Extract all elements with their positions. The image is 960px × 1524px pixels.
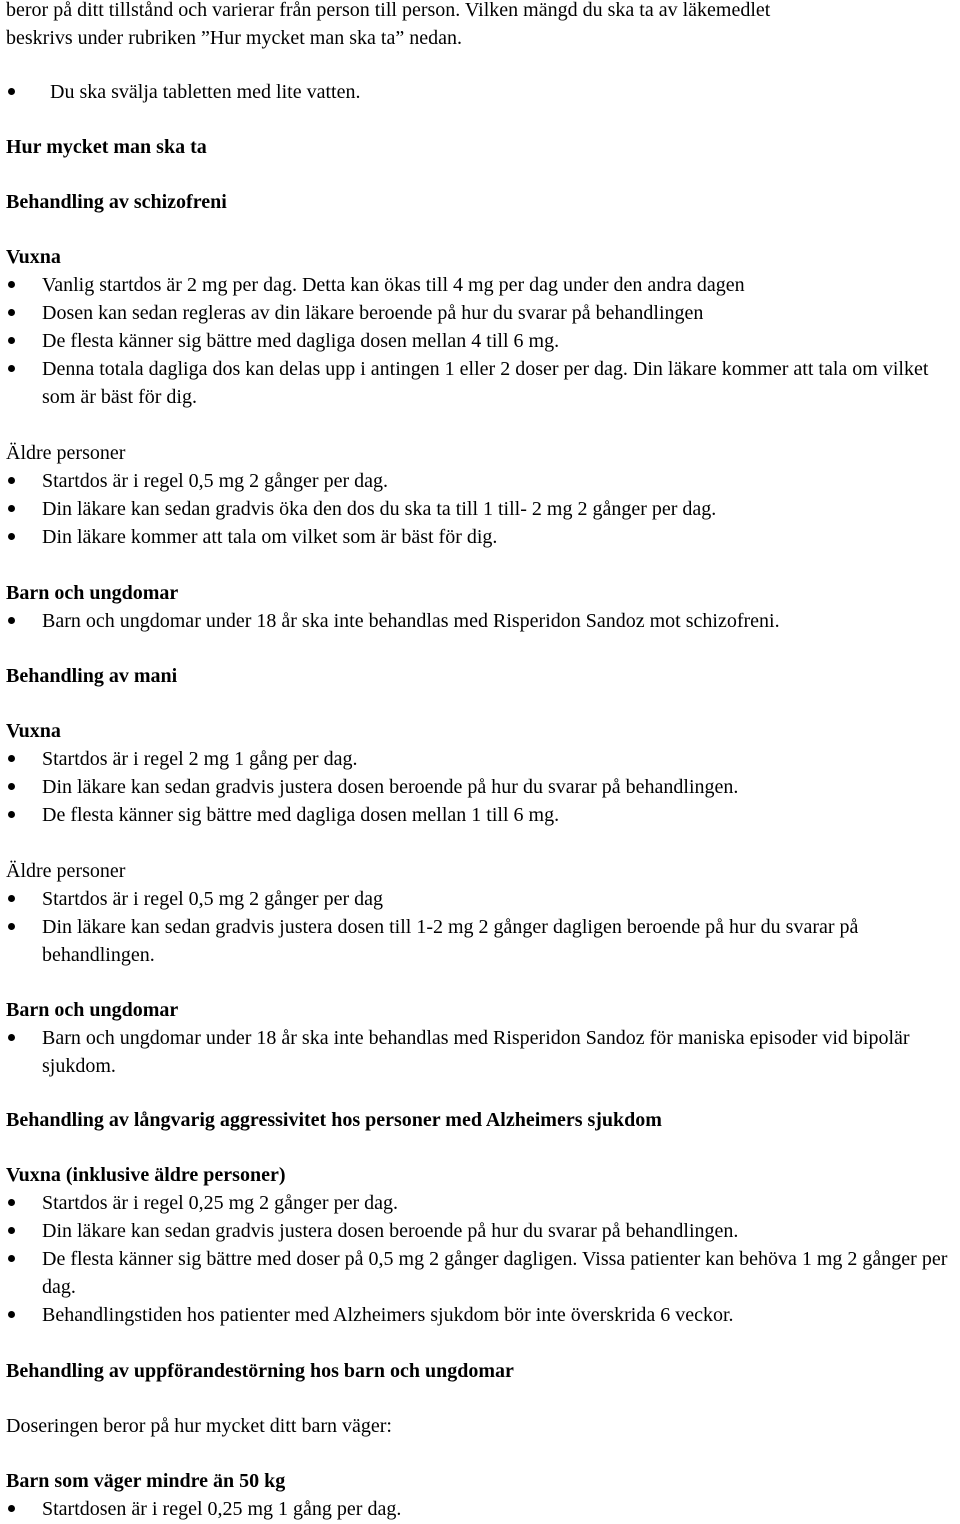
mania-children-list: [0, 1024, 960, 1080]
section-heading-mani: Behandling av mani: [6, 665, 178, 687]
list-item-text: Du ska svälja tabletten med lite vatten.: [50, 81, 361, 103]
list-item: [0, 885, 960, 913]
bullet-icon: [8, 1505, 15, 1512]
list-item: [0, 327, 960, 355]
list-item: [0, 523, 960, 551]
list-item: [0, 745, 960, 773]
bullet-icon: [8, 755, 15, 762]
bullet-icon: [8, 88, 15, 95]
subheading-adults: Vuxna: [6, 246, 61, 268]
list-item: [0, 495, 960, 523]
bullet-icon: [8, 365, 15, 372]
intro-line-1: beror på ditt tillstånd och varierar från person till person. Vilken mängd du ska ta av läkemedlet: [6, 0, 771, 21]
list-item-text: Startdosen är i regel 0,25 mg 1 gång per dag.: [42, 1498, 402, 1520]
list-item-text: Din läkare kommer att tala om vilket som är bäst för dig.: [42, 526, 498, 548]
list-item-text: Behandlingstiden hos patienter med Alzheimers sjukdom bör inte överskrida 6 veckor.: [42, 1304, 734, 1326]
intro-line-2: beskrivs under rubriken ”Hur mycket man ska ta” nedan.: [6, 27, 462, 49]
list-item: [0, 801, 960, 829]
bullet-icon: [8, 477, 15, 484]
water-list: [0, 78, 960, 106]
subheading-elderly: Äldre personer: [6, 442, 126, 464]
section-heading-conduct: Behandling av uppförandestörning hos barn och ungdomar: [6, 1360, 514, 1382]
section-heading-schizofreni: Behandling av schizofreni: [6, 191, 227, 213]
subheading-adults-incl-elderly: Vuxna (inklusive äldre personer): [6, 1164, 286, 1186]
bullet-icon: [8, 895, 15, 902]
list-item-text: Vanlig startdos är 2 mg per dag. Detta kan ökas till 4 mg per dag under den andra dagen: [42, 274, 745, 296]
list-item: [0, 467, 960, 495]
list-item-text: De flesta känner sig bättre med dagliga dosen mellan 1 till 6 mg.: [42, 804, 560, 826]
list-item: [0, 355, 960, 411]
list-item-text: Din läkare kan sedan gradvis öka den dos du ska ta till 1 till- 2 mg 2 gånger per dag.: [42, 498, 717, 520]
bullet-icon: [8, 617, 15, 624]
subheading-adults: Vuxna: [6, 720, 61, 742]
list-item-text: Din läkare kan sedan gradvis justera dosen beroende på hur du svarar på behandlingen.: [42, 776, 739, 798]
subheading-elderly: Äldre personer: [6, 860, 126, 882]
list-item-text: Barn och ungdomar under 18 år ska inte behandlas med Risperidon Sandoz mot schizofreni.: [42, 610, 780, 632]
bullet-icon: [8, 783, 15, 790]
schizo-adults-list: [0, 271, 960, 411]
list-item: [0, 1245, 960, 1301]
list-item: [0, 299, 960, 327]
list-item: [0, 607, 960, 635]
list-item: [0, 773, 960, 801]
list-item-text: Startdos är i regel 2 mg 1 gång per dag.: [42, 748, 358, 770]
list-item-text: Startdos är i regel 0,5 mg 2 gånger per dag.: [42, 470, 389, 492]
list-item-text: Dosen kan sedan regleras av din läkare beroende på hur du svarar på behandlingen: [42, 302, 704, 324]
list-item-text: De flesta känner sig bättre med doser på 0,5 mg 2 gånger dagligen. Vissa patienter kan behöva 1 mg 2 gånger per dag.: [42, 1248, 948, 1298]
subheading-children: Barn och ungdomar: [6, 582, 179, 604]
list-item-text: Startdos är i regel 0,5 mg 2 gånger per dag: [42, 888, 384, 910]
bullet-icon: [8, 533, 15, 540]
conduct-intro: Doseringen beror på hur mycket ditt barn väger:: [6, 1415, 392, 1437]
bullet-icon: [8, 1227, 15, 1234]
list-item-text: Din läkare kan sedan gradvis justera dosen till 1-2 mg 2 gånger dagligen beroende på hur du svarar på behandlingen.: [42, 916, 859, 966]
bullet-icon: [8, 1034, 15, 1041]
bullet-icon: [8, 505, 15, 512]
bullet-icon: [8, 309, 15, 316]
section-heading-alzheimer: Behandling av långvarig aggressivitet hos personer med Alzheimers sjukdom: [6, 1109, 662, 1131]
list-item-text: Din läkare kan sedan gradvis justera dosen beroende på hur du svarar på behandlingen.: [42, 1220, 739, 1242]
list-item: [0, 1495, 960, 1523]
schizo-elderly-list: [0, 467, 960, 551]
list-item-text: De flesta känner sig bättre med dagliga dosen mellan 4 till 6 mg.: [42, 330, 560, 352]
bullet-icon: [8, 923, 15, 930]
bullet-icon: [8, 1255, 15, 1262]
bullet-icon: [8, 281, 15, 288]
mania-elderly-list: [0, 885, 960, 969]
list-item: [0, 1189, 960, 1217]
list-item: [0, 913, 960, 969]
section-heading-dose: Hur mycket man ska ta: [6, 136, 207, 158]
subheading-children: Barn och ungdomar: [6, 999, 179, 1021]
list-item-text: Denna totala dagliga dos kan delas upp i antingen 1 eller 2 doser per dag. Din läkare kommer att tala om vilket som är bäst för dig.: [42, 358, 929, 408]
bullet-icon: [8, 337, 15, 344]
list-item-text: Startdos är i regel 0,25 mg 2 gånger per dag.: [42, 1192, 399, 1214]
list-item: [0, 78, 960, 106]
mania-adults-list: [0, 745, 960, 829]
alzheimer-adults-list: [0, 1189, 960, 1329]
list-item: [0, 1217, 960, 1245]
conduct-under50-list: [0, 1495, 960, 1523]
list-item: [0, 271, 960, 299]
list-item-text: Barn och ungdomar under 18 år ska inte behandlas med Risperidon Sandoz för maniska episoder vid bipolär sjukdom.: [42, 1027, 910, 1077]
bullet-icon: [8, 1199, 15, 1206]
subheading-under-50kg: Barn som väger mindre än 50 kg: [6, 1470, 286, 1492]
list-item: [0, 1301, 960, 1329]
bullet-icon: [8, 1311, 15, 1318]
bullet-icon: [8, 811, 15, 818]
list-item: [0, 1024, 960, 1080]
schizo-children-list: [0, 607, 960, 635]
